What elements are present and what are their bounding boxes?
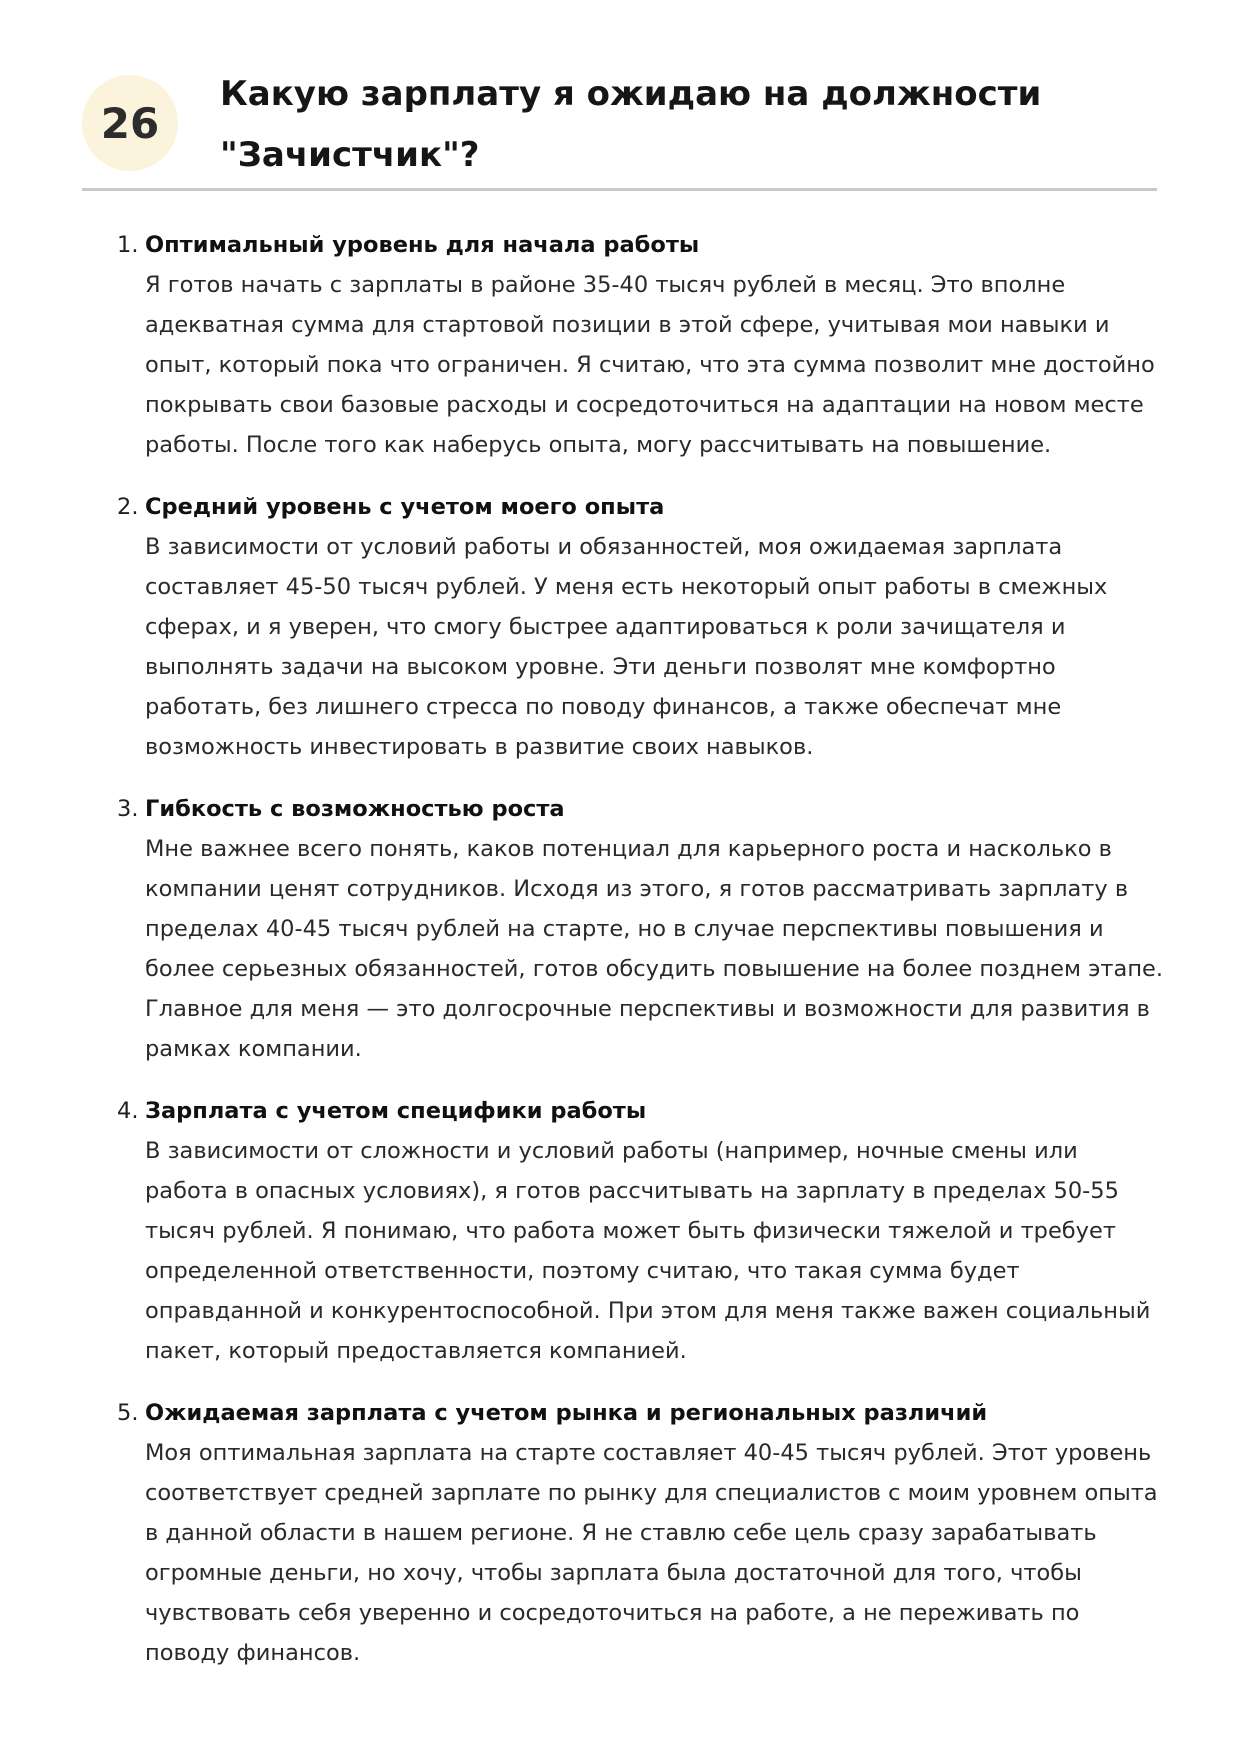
list-item (115, 789, 1165, 1069)
list-item-title: Зарплата с учетом специфики работы (145, 1098, 647, 1124)
list-item-title: Гибкость с возможностью роста (145, 796, 565, 822)
list-item-text: Моя оптимальная зарплата на старте составляет 40-45 тысяч рублей. Этот уровень соответствует средней зарплате по рынку для специалистов с моим уровнем опыта в данной области в нашем регионе. Я не ставлю себе цель сразу зарабатывать огромные деньги, но хочу, чтобы зарплата была достаточной для того, чтобы чувствовать себя уверенно и сосредоточиться на работе, а не переживать по поводу финансов. (145, 1440, 1158, 1666)
list-item-text: Я готов начать с зарплаты в районе 35-40 тысяч рублей в месяц. Это вполне адекватная сумма для стартовой позиции в этой сфере, учитывая мои навыки и опыт, который пока что ограничен. Я считаю, что эта сумма позволит мне достойно покрывать свои базовые расходы и сосредоточиться на адаптации на новом месте работы. После того как наберусь опыта, могу рассчитывать на повышение. (145, 272, 1155, 458)
list-item (115, 1091, 1165, 1371)
list-item-number: 4. (117, 1098, 139, 1124)
list-item (115, 225, 1165, 465)
page-title: Какую зарплату я ожидаю на должности "Зачистчик"? (220, 74, 1042, 175)
list-item-number: 5. (117, 1400, 139, 1426)
list-item-number: 3. (117, 796, 139, 822)
list-item-title: Ожидаемая зарплата с учетом рынка и региональных различий (145, 1400, 988, 1426)
list-item-title: Средний уровень с учетом моего опыта (145, 494, 665, 520)
list-item-text: В зависимости от сложности и условий работы (например, ночные смены или работа в опасных условиях), я готов рассчитывать на зарплату в пределах 50-55 тысяч рублей. Я понимаю, что работа может быть физически тяжелой и требует определенной ответственности, поэтому считаю, что такая сумма будет оправданной и конкурентоспособной. При этом для меня также важен социальный пакет, который предоставляется компанией. (145, 1138, 1151, 1364)
list-item-text: В зависимости от условий работы и обязанностей, моя ожидаемая зарплата составляет 45-50 тысяч рублей. У меня есть некоторый опыт работы в смежных сферах, и я уверен, что смогу быстрее адаптироваться к роли зачищателя и выполнять задачи на высоком уровне. Эти деньги позволят мне комфортно работать, без лишнего стресса по поводу финансов, а также обеспечат мне возможность инвестировать в развитие своих навыков. (145, 534, 1108, 760)
page-header (82, 60, 1157, 191)
list-item-number: 2. (117, 494, 139, 520)
list-item-title: Оптимальный уровень для начала работы (145, 232, 700, 258)
list-item (115, 1393, 1165, 1673)
list-item-number: 1. (117, 232, 139, 258)
answer-list (115, 225, 1165, 1695)
question-number-badge: 26 (82, 75, 178, 171)
list-item-text: Мне важнее всего понять, каков потенциал для карьерного роста и насколько в компании ценят сотрудников. Исходя из этого, я готов рассматривать зарплату в пределах 40-45 тысяч рублей на старте, но в случае перспективы повышения и более серьезных обязанностей, готов обсудить повышение на более позднем этапе. Главное для меня — это долгосрочные перспективы и возможности для развития в рамках компании. (145, 836, 1164, 1062)
list-item (115, 487, 1165, 767)
